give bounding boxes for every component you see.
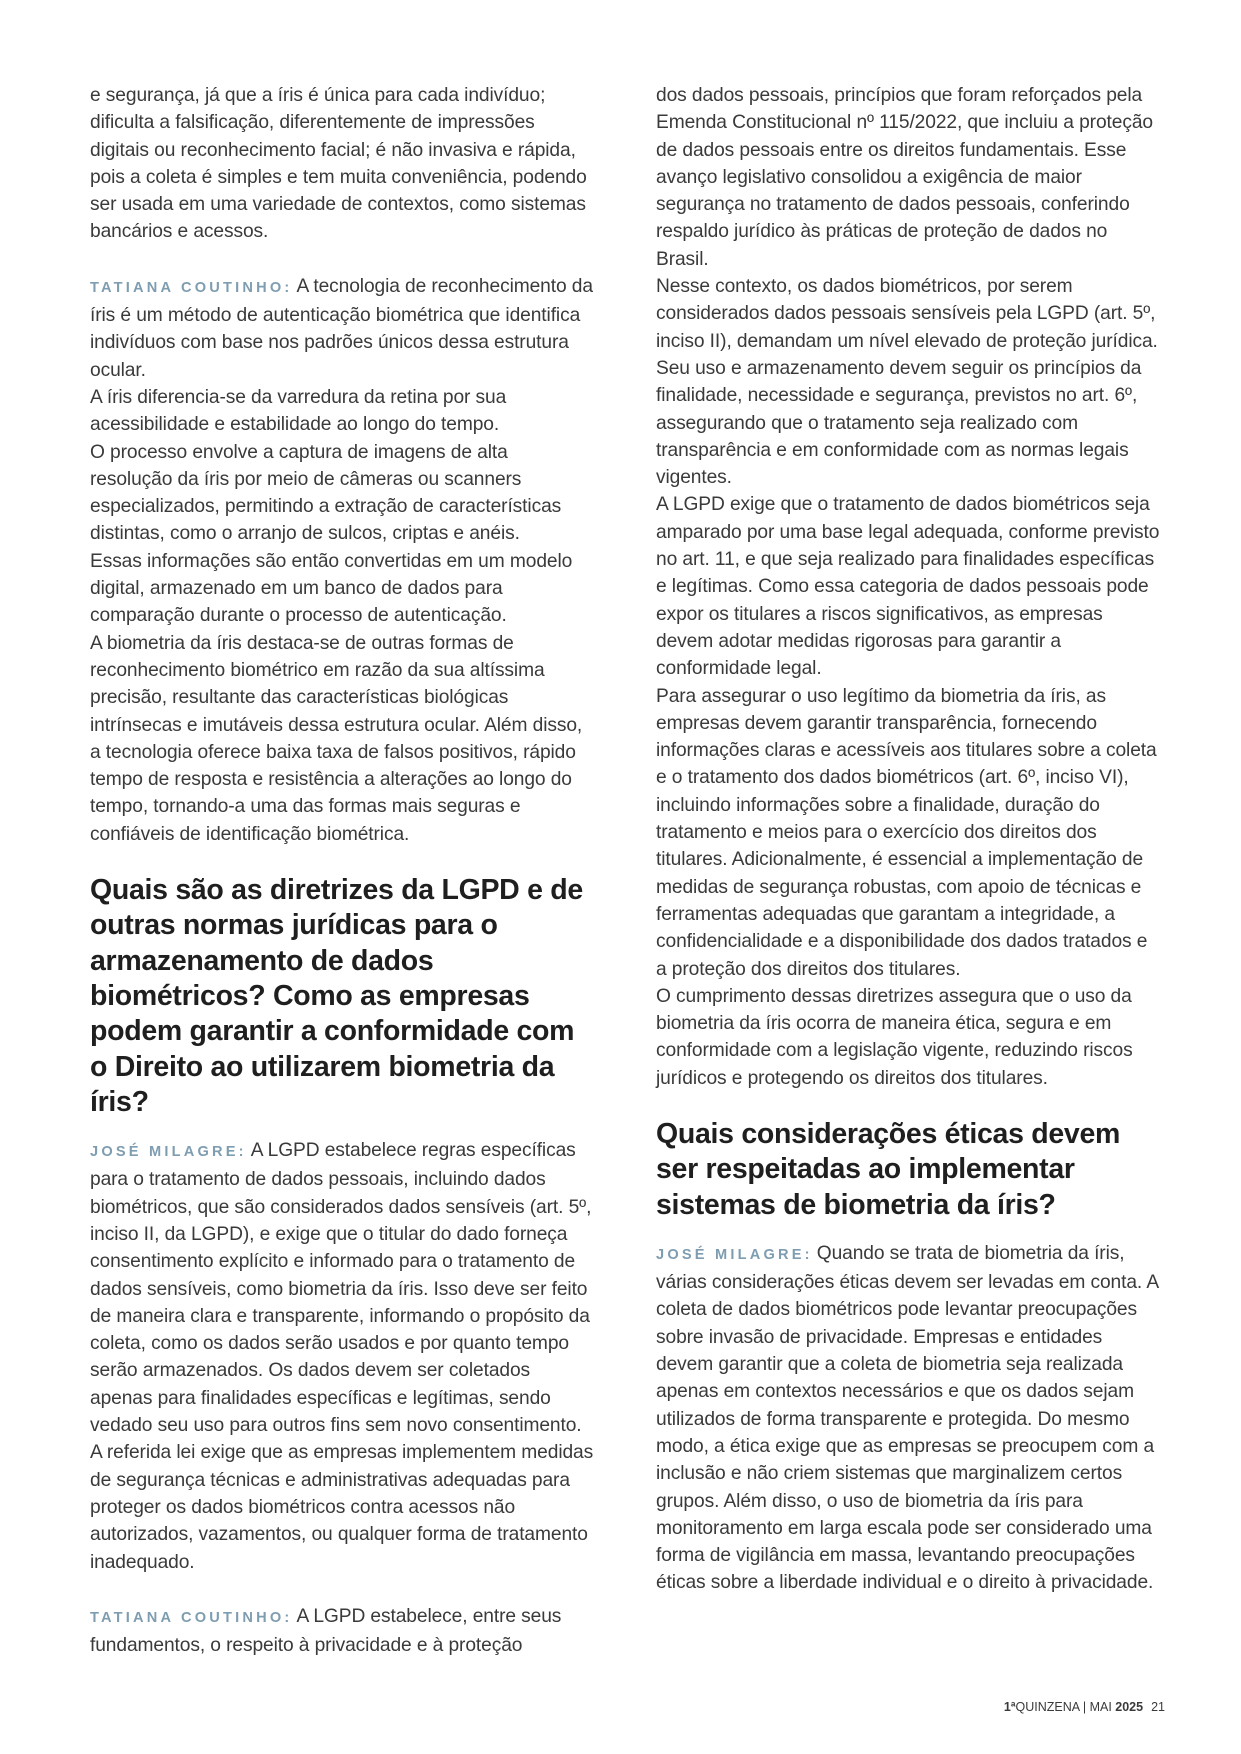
footer-period: QUINZENA | MAI bbox=[1015, 1700, 1116, 1714]
left-paragraph-2a bbox=[90, 273, 595, 384]
answer-text: A LGPD estabelece regras específicas para o tratamento de dados pessoais, incluindo dados biométricos, que são considerados dados sensíveis (art. 5º, inciso II, da LGPD), e exige que o titular do dado forneça consentimento explícito e informado para o tratamento de dados sensíveis, como biometria da íris. Isso deve ser feito de maneira clara e transparente, informando o propósito da coleta, como os dados serão usados e por quanto tempo serão armazenados. Os dados devem ser coletados apenas para finalidades específicas e legítimas, sendo vedado seu uso para outros fins sem novo consentimento. bbox=[90, 1140, 592, 1437]
answer-text: A tecnologia de reconhecimento da íris é um método de autenticação biométrica que identifica indivíduos com base nos padrões únicos dessa estrutura ocular. bbox=[90, 275, 593, 381]
right-paragraph-1: dos dados pessoais, princípios que foram reforçados pela Emenda Constitucional nº 115/2022, que incluiu a proteção de dados pessoais entre os direitos fundamentais. Esse avanço legislativo consolidou a exigência de maior segurança no tratamento de dados pessoais, conferindo respaldo jurídico às práticas de proteção de dados no Brasil. bbox=[656, 85, 1153, 270]
left-paragraph-3a bbox=[90, 1137, 595, 1439]
right-paragraph-2: Nesse contexto, os dados biométricos, por serem considerados dados pessoais sensíveis pela LGPD (art. 5º, inciso II), demandam um nível elevado de proteção jurídica. Seu uso e armazenamento devem seguir os princípios da finalidade, necessidade e segurança, previstos no art. 6º, assegurando que o tratamento seja realizado com transparência e em conformidade com as normas legais vigentes. bbox=[656, 276, 1158, 489]
answer-text: A LGPD estabelece, entre seus fundamentos, o respeito à privacidade e à proteção bbox=[90, 1605, 562, 1657]
left-paragraph-2d: Essas informações são então convertidas em um modelo digital, armazenado em um banco de dados para comparação durante o processo de autenticação. bbox=[90, 550, 573, 627]
left-paragraph-2c: O processo envolve a captura de imagens de alta resolução da íris por meio de câmeras ou scanners especializados, permitindo a extração de características distintas, como o arranjo de sulcos, criptas e anéis. bbox=[90, 441, 562, 545]
right-paragraph-4: Para assegurar o uso legítimo da biometria da íris, as empresas devem garantir transparência, fornecendo informações claras e acessíveis aos titulares sobre a coleta e o tratamento dos dados biométricos (art. 6º, inciso VI), incluindo informações sobre a finalidade, duração do tratamento e meios para o exercício dos direitos dos titulares. Adicionalmente, é essencial a implementação de medidas de segurança robustas, com apoio de técnicas e ferramentas adequadas que garantam a integridade, a confidencialidade e a disponibilidade dos dados tratados e a proteção dos direitos dos titulares. bbox=[656, 685, 1157, 980]
section-heading-ethics: Quais considerações éticas devem ser respeitadas ao implementar sistemas de biometria da íris? bbox=[656, 1117, 1121, 1221]
speaker-name: TATIANA COUTINHO: bbox=[90, 1609, 293, 1626]
footer-year: 2025 bbox=[1115, 1700, 1144, 1714]
right-paragraph-5: O cumprimento dessas diretrizes assegura que o uso da biometria da íris ocorra de maneira ética, segura e em conformidade com a legislação vigente, reduzindo riscos jurídicos e protegendo os direitos dos titulares. bbox=[656, 985, 1133, 1089]
right-column bbox=[656, 82, 1161, 1597]
left-column bbox=[90, 82, 595, 1659]
right-paragraph-3: A LGPD exige que o tratamento de dados biométricos seja amparado por uma base legal adequada, conforme previsto no art. 11, e que seja realizado para finalidades específicas e legítimas. Como essa categoria de dados pessoais pode expor os titulares a riscos significativos, as empresas devem adotar medidas rigorosas para garantir a conformidade legal. bbox=[656, 494, 1160, 680]
page-footer bbox=[1004, 1700, 1165, 1714]
left-paragraph-2e: A biometria da íris destaca-se de outras formas de reconhecimento biométrico em razão da sua altíssima precisão, resultante das características biológicas intrínsecas e imutáveis dessa estrutura ocular. Além disso, a tecnologia oferece baixa taxa de falsos positivos, rápido tempo de resposta e resistência a alterações ao longo do tempo, tornando-a uma das formas mais seguras e confiáveis de identificação biométrica. bbox=[90, 632, 583, 845]
right-paragraph-6 bbox=[656, 1240, 1161, 1597]
answer-text: Quando se trata de biometria da íris, várias considerações éticas devem ser levadas em conta. A coleta de dados biométricos pode levantar preocupações sobre invasão de privacidade. Empresas e entidades devem garantir que a coleta de biometria seja realizada apenas em contextos necessários e que os dados sejam utilizados de forma transparente e protegida. Do mesmo modo, a ética exige que as empresas se preocupem com a inclusão e não criem sistemas que marginalizem certos grupos. Além disso, o uso de biometria da íris para monitoramento em larga escala pode ser considerado uma forma de vigilância em massa, levantando preocupações éticas sobre a liberdade individual e o direito à privacidade. bbox=[656, 1242, 1158, 1594]
speaker-name: JOSÉ MILAGRE: bbox=[656, 1246, 813, 1263]
section-heading-lgpd: Quais são as diretrizes da LGPD e de outras normas jurídicas para o armazenamento de dados biométricos? Como as empresas podem garantir a conformidade com o Direito ao utilizarem biometria da íris? bbox=[90, 874, 583, 1118]
left-paragraph-2b: A íris diferencia-se da varredura da retina por sua acessibilidade e estabilidade ao longo do tempo. bbox=[90, 386, 507, 436]
left-paragraph-4 bbox=[90, 1603, 595, 1660]
footer-edition: 1ª bbox=[1003, 1700, 1016, 1714]
speaker-name: TATIANA COUTINHO: bbox=[90, 279, 293, 296]
speaker-name: JOSÉ MILAGRE: bbox=[90, 1144, 247, 1161]
left-paragraph-3b: A referida lei exige que as empresas implementem medidas de segurança técnicas e administrativas adequadas para proteger os dados biométricos contra acessos não autorizados, vazamentos, ou qualquer forma de tratamento inadequado. bbox=[90, 1442, 594, 1573]
page-number: 21 bbox=[1151, 1700, 1165, 1714]
left-paragraph-1: e segurança, já que a íris é única para cada indivíduo; dificulta a falsificação, diferentemente de impressões digitais ou reconhecimento facial; é não invasiva e rápida, pois a coleta é simples e tem muita conveniência, podendo ser usada em uma variedade de contextos, como sistemas bancários e acessos. bbox=[90, 85, 587, 243]
